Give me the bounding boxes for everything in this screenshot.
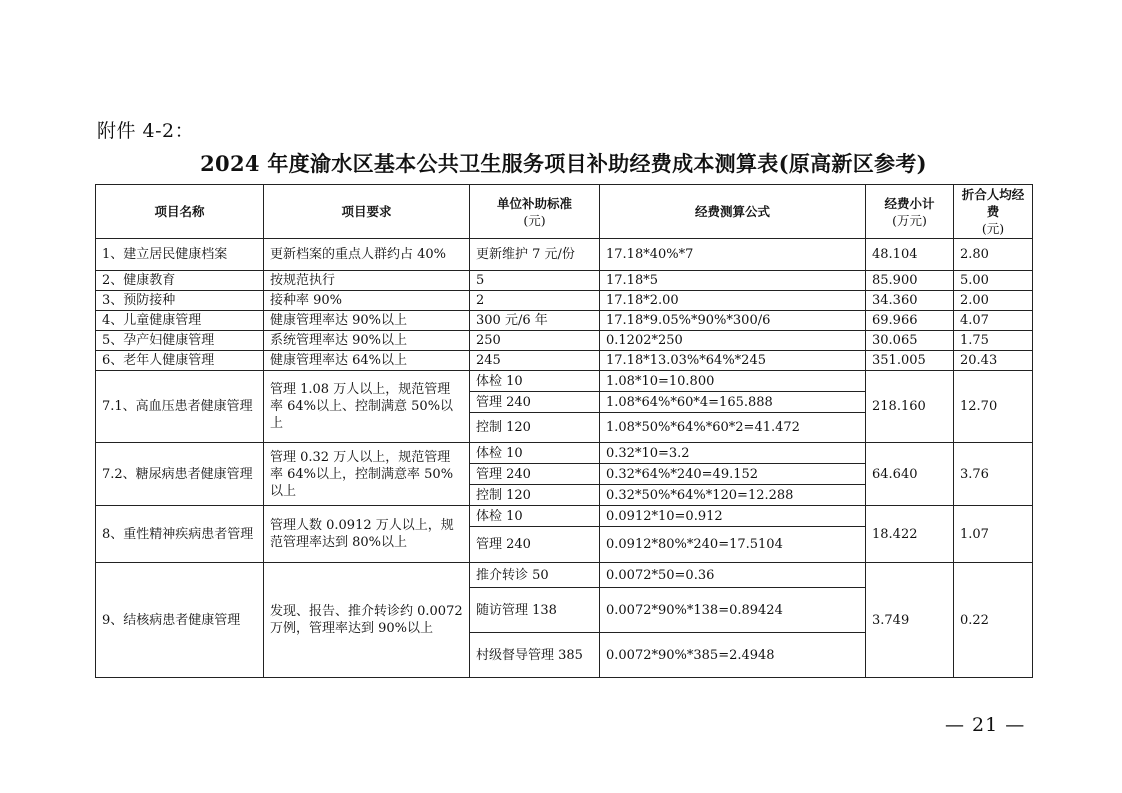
cell-subtotal: 3.749 xyxy=(866,563,954,678)
cell-formula: 1.08*10=10.800 xyxy=(600,371,866,392)
table-row xyxy=(96,331,1033,351)
page-number: — 21 — xyxy=(945,714,1026,736)
cell-name: 6、老年人健康管理 xyxy=(96,351,264,371)
cost-table xyxy=(95,184,1033,678)
col-header-subtotal-line2: (万元) xyxy=(892,212,927,228)
cell-name: 5、孕产妇健康管理 xyxy=(96,331,264,351)
cell-standard: 村级督导管理 385 xyxy=(470,633,600,678)
cell-subtotal: 218.160 xyxy=(866,371,954,443)
cell-subtotal: 30.065 xyxy=(866,331,954,351)
col-header-subtotal-line1: 经费小计 xyxy=(884,195,935,211)
col-header-name: 项目名称 xyxy=(96,185,264,239)
cell-formula: 0.1202*250 xyxy=(600,331,866,351)
col-header-standard-line2: (元) xyxy=(523,212,546,228)
cell-per-capita: 1.07 xyxy=(954,506,1033,563)
cell-per-capita: 20.43 xyxy=(954,351,1033,371)
cell-subtotal: 64.640 xyxy=(866,443,954,506)
cell-standard: 250 xyxy=(470,331,600,351)
cell-standard: 2 xyxy=(470,291,600,311)
cell-requirement: 健康管理率达 90%以上 xyxy=(264,311,470,331)
cell-subtotal: 34.360 xyxy=(866,291,954,311)
cell-subtotal: 48.104 xyxy=(866,239,954,271)
cell-subtotal: 69.966 xyxy=(866,311,954,331)
cell-per-capita: 2.80 xyxy=(954,239,1033,271)
header-row xyxy=(96,185,1033,239)
cell-per-capita: 3.76 xyxy=(954,443,1033,506)
cell-formula: 17.18*40%*7 xyxy=(600,239,866,271)
cell-standard: 5 xyxy=(470,271,600,291)
cell-requirement: 更新档案的重点人群约占 40% xyxy=(264,239,470,271)
cell-standard: 管理 240 xyxy=(470,464,600,485)
cell-name: 4、儿童健康管理 xyxy=(96,311,264,331)
cell-standard: 体检 10 xyxy=(470,443,600,464)
cell-standard: 随访管理 138 xyxy=(470,588,600,633)
cell-formula: 1.08*64%*60*4=165.888 xyxy=(600,392,866,413)
cell-requirement: 接种率 90% xyxy=(264,291,470,311)
cell-name: 7.2、糖尿病患者健康管理 xyxy=(96,443,264,506)
table-row xyxy=(96,371,1033,392)
table-row xyxy=(96,443,1033,464)
cell-formula: 0.32*10=3.2 xyxy=(600,443,866,464)
col-header-subtotal xyxy=(866,185,954,239)
cell-subtotal: 85.900 xyxy=(866,271,954,291)
cell-name: 8、重性精神疾病患者管理 xyxy=(96,506,264,563)
cell-subtotal: 351.005 xyxy=(866,351,954,371)
attachment-label: 附件 4-2： xyxy=(97,120,195,142)
cell-requirement: 管理 0.32 万人以上，规范管理率 64%以上，控制满意率 50%以上 xyxy=(264,443,470,506)
table-row xyxy=(96,506,1033,527)
cell-per-capita: 0.22 xyxy=(954,563,1033,678)
col-header-standard xyxy=(470,185,600,239)
cell-formula: 0.0912*80%*240=17.5104 xyxy=(600,527,866,563)
table-row xyxy=(96,351,1033,371)
cell-per-capita: 1.75 xyxy=(954,331,1033,351)
col-header-formula: 经费测算公式 xyxy=(600,185,866,239)
cell-name: 3、预防接种 xyxy=(96,291,264,311)
cell-name: 1、建立居民健康档案 xyxy=(96,239,264,271)
cell-name: 7.1、高血压患者健康管理 xyxy=(96,371,264,443)
table-row xyxy=(96,239,1033,271)
cell-per-capita: 4.07 xyxy=(954,311,1033,331)
cell-formula: 0.0072*50=0.36 xyxy=(600,563,866,588)
cell-standard: 300 元/6 年 xyxy=(470,311,600,331)
cell-formula: 17.18*13.03%*64%*245 xyxy=(600,351,866,371)
cell-name: 9、结核病患者健康管理 xyxy=(96,563,264,678)
cell-standard: 管理 240 xyxy=(470,527,600,563)
cell-standard: 控制 120 xyxy=(470,485,600,506)
cell-requirement: 健康管理率达 64%以上 xyxy=(264,351,470,371)
cell-per-capita: 12.70 xyxy=(954,371,1033,443)
cell-formula: 0.32*64%*240=49.152 xyxy=(600,464,866,485)
cell-per-capita: 5.00 xyxy=(954,271,1033,291)
cell-standard: 更新维护 7 元/份 xyxy=(470,239,600,271)
cell-formula: 17.18*9.05%*90%*300/6 xyxy=(600,311,866,331)
cell-standard: 推介转诊 50 xyxy=(470,563,600,588)
cell-requirement: 管理人数 0.0912 万人以上，规范管理率达到 80%以上 xyxy=(264,506,470,563)
cell-formula: 0.0912*10=0.912 xyxy=(600,506,866,527)
table-row xyxy=(96,291,1033,311)
cell-formula: 0.0072*90%*385=2.4948 xyxy=(600,633,866,678)
cell-standard: 管理 240 xyxy=(470,392,600,413)
col-header-per-capita-line1: 折合人均经费 xyxy=(961,187,1025,219)
col-header-per-capita-line2: (元) xyxy=(981,221,1005,236)
cell-formula: 17.18*2.00 xyxy=(600,291,866,311)
col-header-requirement: 项目要求 xyxy=(264,185,470,239)
cell-standard: 245 xyxy=(470,351,600,371)
table-row xyxy=(96,563,1033,588)
cell-requirement: 发现、报告、推介转诊约 0.0072 万例，管理率达到 90%以上 xyxy=(264,563,470,678)
cell-formula: 1.08*50%*64%*60*2=41.472 xyxy=(600,413,866,443)
cell-formula: 17.18*5 xyxy=(600,271,866,291)
col-header-standard-line1: 单位补助标准 xyxy=(496,195,572,211)
cell-requirement: 按规范执行 xyxy=(264,271,470,291)
cell-requirement: 系统管理率达 90%以上 xyxy=(264,331,470,351)
col-header-per-capita xyxy=(954,185,1033,239)
cell-subtotal: 18.422 xyxy=(866,506,954,563)
cell-standard: 体检 10 xyxy=(470,506,600,527)
cell-formula: 0.0072*90%*138=0.89424 xyxy=(600,588,866,633)
document-title: 2024 年度渝水区基本公共卫生服务项目补助经费成本测算表(原高新区参考) xyxy=(200,151,927,176)
cell-requirement: 管理 1.08 万人以上，规范管理率 64%以上、控制满意 50%以上 xyxy=(264,371,470,443)
cell-per-capita: 2.00 xyxy=(954,291,1033,311)
cell-formula: 0.32*50%*64%*120=12.288 xyxy=(600,485,866,506)
table-row xyxy=(96,311,1033,331)
cell-standard: 控制 120 xyxy=(470,413,600,443)
cell-name: 2、健康教育 xyxy=(96,271,264,291)
cell-standard: 体检 10 xyxy=(470,371,600,392)
table-row xyxy=(96,271,1033,291)
